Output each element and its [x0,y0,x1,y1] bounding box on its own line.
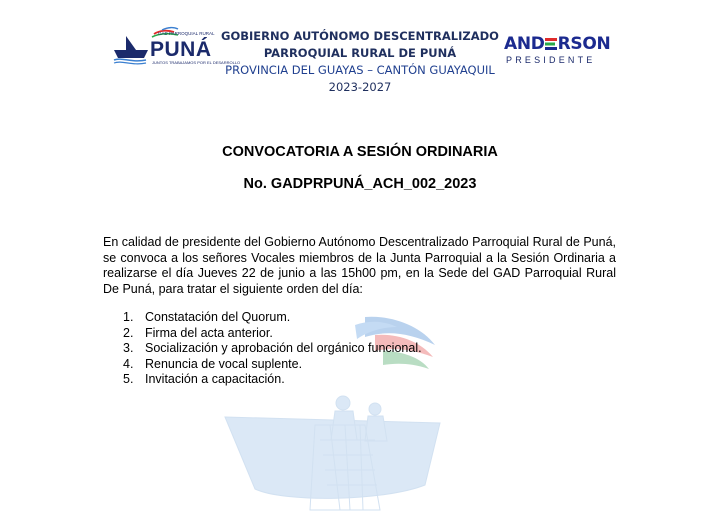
logo-puna-word: PUNÁ [150,38,212,61]
header-line-1: GOBIERNO AUTÓNOMO DESCENTRALIZADO [221,29,499,43]
agenda-number: 4. [123,356,134,371]
convocation-paragraph: En calidad de presidente del Gobierno Autónomo Descentralizado Parroquial Rural de Puná, se convoca a los señores Vocales miembros de la Junta Parroquial a la Sesión Ordinaria a realizarse el día Jueves 22 de junio a las 15h00 pm, en la Sede del GAD Parroquial Rural De Puná, para tratar el siguiente orden del día: [103,235,616,296]
agenda-number: 5. [123,372,134,387]
wordmark-part-1: AND [504,34,545,54]
agenda-text: Firma del acta anterior. [145,325,273,340]
agenda-list [123,310,422,388]
header-line-3: PROVINCIA DEL GUAYAS – CANTÓN GUAYAQUIL [225,63,495,77]
presidente-label: PRESIDENTE [506,55,596,65]
agenda-text: Invitación a capacitación. [145,372,285,387]
agenda-text: Socialización y aprobación del orgánico funcional. [145,341,422,356]
e-stripes-icon [545,35,558,48]
agenda-number: 2. [123,325,134,340]
anderson-logo [504,34,616,65]
header-line-2: PARROQUIAL RURAL DE PUNÁ [263,46,457,60]
anderson-wordmark [504,34,616,54]
wordmark-part-2: RSON [557,34,611,54]
logo-small-top-text: GAD PARROQUIAL RURAL [158,31,215,36]
list-item [123,310,422,326]
document-header [170,28,550,96]
document-number: No. GADPRPUNÁ_ACH_002_2023 [243,176,477,192]
agenda-text: Renuncia de vocal suplente. [145,356,303,371]
agenda-text: Constatación del Quorum. [145,310,291,324]
agenda-number: 3. [123,341,134,356]
list-item [123,326,422,342]
list-item [123,341,422,357]
list-item [123,372,422,388]
document-title: CONVOCATORIA A SESIÓN ORDINARIA [222,144,498,160]
logo-small-bottom-text: JUNTOS TRABAJAMOS POR EL DESARROLLO [152,60,241,65]
agenda-number: 1. [123,310,134,324]
list-item [123,357,422,373]
header-line-4: 2023-2027 [328,80,392,94]
